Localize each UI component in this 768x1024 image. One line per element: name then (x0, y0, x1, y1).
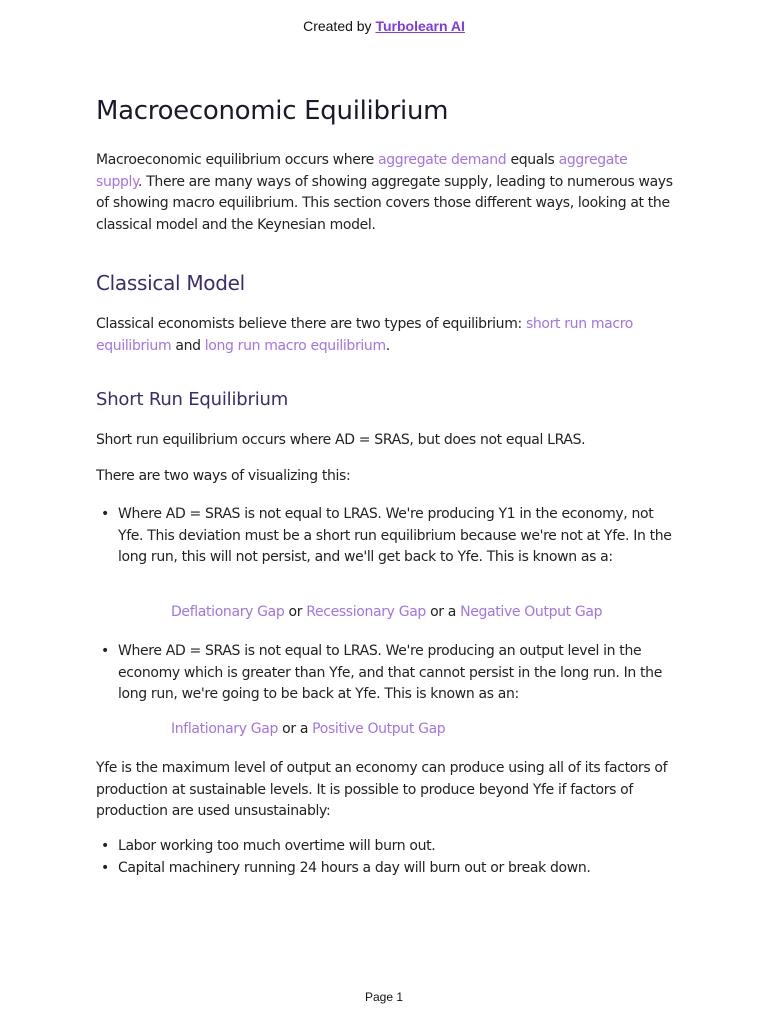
page-title: Macroeconomic Equilibrium (96, 96, 449, 126)
ways-paragraph: There are two ways of visualizing this: (96, 468, 351, 484)
short-run-paragraph: Short run equilibrium occurs where AD = SRAS, but does not equal LRAS. (96, 432, 586, 448)
inflationary-gap-terms (171, 721, 445, 737)
negative-output-gap-link[interactable]: Negative Output Gap (460, 604, 603, 620)
list-item: • Capital machinery running 24 hours a day will burn out or break down. (118, 858, 674, 880)
aggregate-demand-link[interactable]: aggregate demand (378, 152, 507, 168)
classical-text: and (171, 337, 205, 354)
header-prefix: Created by (303, 18, 376, 34)
long-run-macro-equilibrium-link[interactable]: long run macro equilibrium (204, 337, 386, 354)
intro-paragraph (96, 150, 676, 236)
aggregate-supply-link[interactable]: aggregate supply (96, 152, 628, 190)
classical-text: . (385, 337, 390, 354)
intro-text: equals (506, 152, 559, 168)
classical-paragraph (96, 314, 676, 357)
classical-model-heading: Classical Model (96, 271, 245, 295)
short-run-equilibrium-heading: Short Run Equilibrium (96, 389, 289, 410)
turbolearn-link[interactable]: Turbolearn AI (375, 18, 465, 34)
positive-output-gap-link[interactable]: Positive Output Gap (312, 721, 446, 737)
list-item-deflationary: • Where AD = SRAS is not equal to LRAS. We're producing Y1 in the economy, not Yfe. This deviation must be a short run equilibrium because we're not at Yfe. In the long run, this will not persist, and we'll get back to Yfe. This is known as a: (118, 504, 674, 569)
connector-text: or a (425, 604, 461, 620)
deflationary-gap-terms (171, 604, 602, 620)
classical-text: Classical economists believe there are two types of equilibrium: (96, 316, 526, 332)
recessionary-gap-link[interactable]: Recessionary Gap (306, 604, 426, 620)
connector-text: or (284, 604, 307, 620)
list-item: • Labor working too much overtime will burn out. (118, 836, 674, 858)
intro-text: Macroeconomic equilibrium occurs where (96, 152, 379, 168)
inflationary-gap-link[interactable]: Inflationary Gap (171, 721, 279, 737)
yfe-paragraph: Yfe is the maximum level of output an economy can produce using all of its factors of production at sustainable levels. It is possible to produce beyond Yfe if factors of production are used unsustainably: (96, 760, 668, 819)
deflationary-gap-link[interactable]: Deflationary Gap (171, 604, 285, 620)
page-header (0, 18, 768, 34)
short-run-macro-equilibrium-link[interactable]: short run macro equilibrium (96, 316, 634, 354)
connector-text: or a (278, 721, 313, 737)
page-number: Page 1 (364, 990, 404, 1004)
intro-text: . There are many ways of showing aggregate supply, leading to numerous ways of showing macro equilibrium. This section covers those different ways, looking at the classical model and the Keynesian model. (96, 173, 673, 233)
list-item-inflationary: • Where AD = SRAS is not equal to LRAS. We're producing an output level in the economy which is greater than Yfe, and that cannot persist in the long run. In the long run, we're going to be back at Yfe. This is known as an: (118, 641, 674, 706)
